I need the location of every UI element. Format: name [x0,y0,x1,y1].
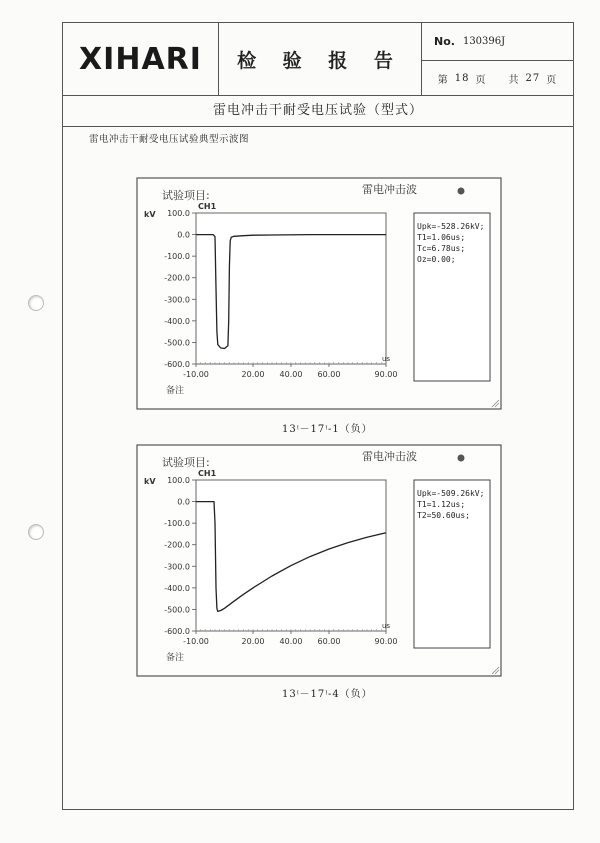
channel-label: CH1 [198,202,217,211]
oscillogram-1-caption: 13ᵎ－17ᵎ-1（负） [282,424,373,435]
x-tick-label: -10.00 [183,637,209,646]
total-unit: 页 [546,75,558,86]
y-tick-label: -100.0 [164,252,190,262]
page-prefix: 第 [437,75,449,86]
y-tick-label: -600.0 [164,360,190,369]
y-tick-label: -500.0 [164,338,190,348]
y-tick-label: -200.0 [164,273,190,283]
y-unit-label: kV [144,477,156,486]
y-tick-label: 100.0 [167,476,190,485]
wave-label: 雷电冲击波 [362,450,417,463]
logo-text: XIHARI [79,41,202,77]
company-logo [63,23,219,95]
page-indicator [422,62,573,95]
readout-line: T1=1.06us; [417,233,466,242]
y-unit-label: kV [144,210,156,219]
y-tick-label: -600.0 [164,627,190,636]
report-title [219,23,422,95]
remark-label: 备注 [166,386,185,396]
page-unit: 页 [475,75,487,86]
oscillogram-1 [136,177,502,410]
x-tick-label: 20.00 [241,637,265,646]
y-tick-label: -300.0 [164,562,190,572]
readout-line: Upk=-509.26kV; [417,489,485,498]
y-tick-label: 0.0 [177,497,190,507]
x-tick-label: 60.00 [317,370,341,379]
x-tick-label: -10.00 [183,370,209,379]
binder-hole-top [28,295,44,311]
y-tick-label: -500.0 [164,605,190,615]
channel-label: CH1 [198,469,217,478]
binder-hole-bottom [28,524,44,540]
page-number: 18 [454,73,470,84]
remark-label: 备注 [166,653,185,663]
x-unit-label: us [382,622,391,630]
report-header [63,23,573,96]
status-dot-icon [458,188,465,195]
report-number [422,23,573,61]
report-number-value: 130396J [462,36,506,47]
figure-subtitle: 雷电冲击干耐受电压试验典型示波图 [89,134,250,145]
y-tick-label: -400.0 [164,316,190,326]
x-tick-label: 90.00 [374,637,398,646]
total-pages: 27 [525,73,541,84]
report-number-label: No. [434,35,455,48]
status-dot-icon [458,455,465,462]
section-title: 雷电冲击干耐受电压试验（型式） [63,96,573,127]
readout-line: Oz=0.00; [417,255,456,264]
x-tick-label: 20.00 [241,370,265,379]
readout-line: T2=50.60us; [417,511,470,520]
y-tick-label: -300.0 [164,295,190,305]
wave-label: 雷电冲击波 [362,183,417,196]
test-item-label: 试验项目: [162,456,210,469]
x-tick-label: 40.00 [279,637,303,646]
y-tick-label: 0.0 [177,230,190,240]
readout-line: T1=1.12us; [417,500,466,509]
oscillogram-2-caption: 13ᵎ－17ᵎ-4（负） [282,689,373,700]
x-tick-label: 60.00 [317,637,341,646]
oscillogram-1-svg [136,177,502,410]
readout-line: Upk=-528.26kV; [417,222,485,231]
y-tick-label: 100.0 [167,209,190,218]
x-tick-label: 90.00 [374,370,398,379]
readout-line: Tc=6.78us; [417,244,466,253]
total-prefix: 共 [508,75,520,86]
y-tick-label: -200.0 [164,540,190,550]
test-item-label: 试验项目: [162,189,210,202]
x-tick-label: 40.00 [279,370,303,379]
oscillogram-2 [136,444,502,677]
report-title-text: 检 验 报 告 [237,49,403,72]
x-unit-label: us [382,355,391,363]
oscillogram-2-svg [136,444,502,677]
y-tick-label: -400.0 [164,583,190,593]
plot-area [196,213,386,364]
y-tick-label: -100.0 [164,519,190,529]
